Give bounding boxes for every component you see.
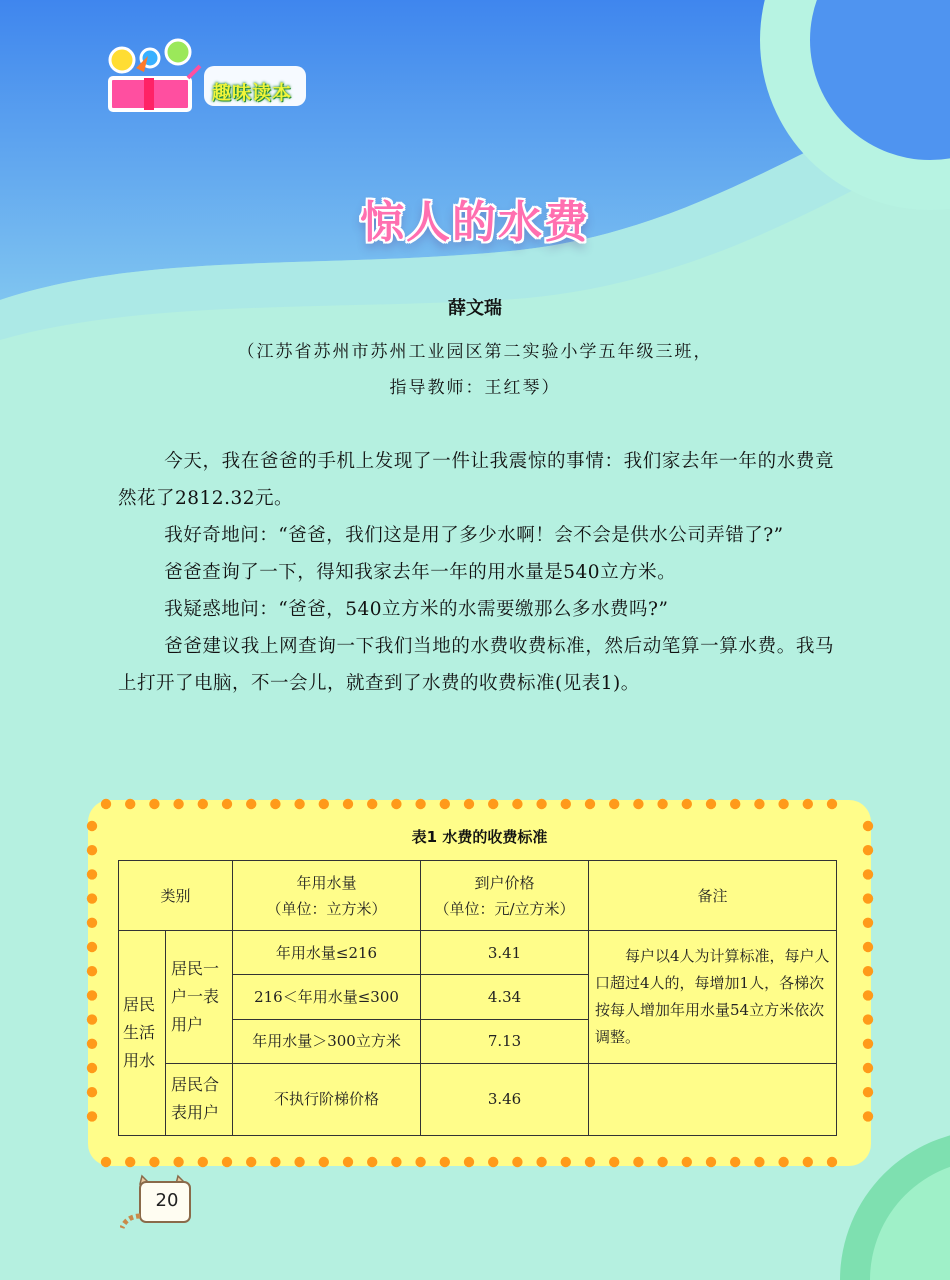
border-dot (863, 893, 873, 903)
border-dot (488, 1157, 498, 1167)
price-cell: 7.13 (421, 1019, 589, 1063)
subgroup-cell: 居民一户一表用户 (166, 931, 233, 1063)
border-dot (125, 799, 135, 809)
border-dot (87, 869, 97, 879)
header-usage-unit: （单位：立方米） (266, 899, 387, 918)
header-price (421, 861, 589, 931)
border-dot (512, 799, 522, 809)
border-dot (585, 1157, 595, 1167)
border-dot (87, 1087, 97, 1097)
border-dot (319, 799, 329, 809)
border-dot (87, 1014, 97, 1024)
border-dot (682, 799, 692, 809)
border-dot (222, 799, 232, 809)
border-dot (415, 1157, 425, 1167)
border-dot (246, 799, 256, 809)
price-cell: 3.41 (421, 931, 589, 975)
paragraph: 爸爸建议我上网查询一下我们当地的水费收费标准，然后动笔算一算水费。我马上打开了电脑，不一会儿，就查到了水费的收费标准(见表1)。 (118, 636, 834, 694)
subgroup-cell: 居民合表用户 (166, 1063, 233, 1135)
border-dot (633, 799, 643, 809)
usage-cell: 年用水量≤216 (233, 931, 421, 975)
border-dot (827, 799, 837, 809)
usage-cell: 年用水量＞300立方米 (233, 1019, 421, 1063)
border-dot (87, 966, 97, 976)
affiliation-line: 指导教师：王红琴） (389, 378, 561, 398)
border-dot (367, 1157, 377, 1167)
border-dot (706, 799, 716, 809)
border-dot (87, 918, 97, 928)
border-dot (367, 799, 377, 809)
header-usage (233, 861, 421, 931)
header-category: 类别 (119, 861, 233, 931)
table-header-row (119, 861, 837, 931)
border-dot (125, 1157, 135, 1167)
remark-cell-empty (589, 1063, 837, 1135)
border-dot (87, 942, 97, 952)
article-body (118, 443, 834, 702)
border-dot (246, 1157, 256, 1167)
border-dot (343, 799, 353, 809)
price-cell: 3.46 (421, 1063, 589, 1135)
border-dot (706, 1157, 716, 1167)
border-dot (415, 799, 425, 809)
border-dot (87, 1039, 97, 1049)
paragraph: 我疑惑地问：“爸爸，540立方米的水需要缴那么多水费吗?” (164, 599, 669, 620)
border-dot (101, 799, 111, 809)
border-dot (149, 799, 159, 809)
table-row (119, 1063, 837, 1135)
border-dot (173, 1157, 183, 1167)
border-dot (87, 990, 97, 1000)
border-dot (561, 1157, 571, 1167)
border-dot (440, 799, 450, 809)
border-dot (391, 799, 401, 809)
border-dot (863, 1014, 873, 1024)
author-name: 薛文瑞 (448, 298, 502, 319)
border-dot (633, 1157, 643, 1167)
border-dot (440, 1157, 450, 1167)
border-dot (87, 1111, 97, 1121)
border-dot (198, 799, 208, 809)
border-dot (149, 1157, 159, 1167)
border-dot (536, 799, 546, 809)
border-dot (222, 1157, 232, 1167)
border-dot (863, 990, 873, 1000)
border-dot (863, 966, 873, 976)
border-dot (464, 1157, 474, 1167)
border-dot (536, 1157, 546, 1167)
table-row (119, 931, 837, 975)
border-dot (294, 1157, 304, 1167)
page-title: 惊人的水费 (360, 197, 590, 248)
border-dot (585, 799, 595, 809)
border-dot (294, 799, 304, 809)
border-dot (863, 918, 873, 928)
border-dot (561, 799, 571, 809)
border-dot (863, 1111, 873, 1121)
paragraph: 今天，我在爸爸的手机上发现了一件让我震惊的事情：我们家去年一年的水费竟然花了2812.32元。 (118, 451, 834, 509)
border-dot (682, 1157, 692, 1167)
border-dot (609, 799, 619, 809)
border-dot (198, 1157, 208, 1167)
border-dot (609, 1157, 619, 1167)
border-dot (863, 869, 873, 879)
border-dot (863, 1063, 873, 1073)
water-fee-table (118, 860, 837, 1136)
paragraph: 爸爸查询了一下，得知我家去年一年的用水量是540立方米。 (164, 562, 677, 583)
border-dot (863, 1087, 873, 1097)
border-dot (270, 799, 280, 809)
border-dot (778, 799, 788, 809)
border-dot (488, 799, 498, 809)
border-dot (754, 1157, 764, 1167)
border-dot (754, 799, 764, 809)
border-dot (863, 942, 873, 952)
border-dot (657, 799, 667, 809)
usage-cell: 216＜年用水量≤300 (233, 975, 421, 1019)
border-dot (391, 1157, 401, 1167)
affiliation-line: （江苏省苏州市苏州工业园区第二实验小学五年级三班， (237, 342, 713, 362)
border-dot (270, 1157, 280, 1167)
border-dot (512, 1157, 522, 1167)
border-dot (730, 799, 740, 809)
border-dot (173, 799, 183, 809)
border-dot (101, 1157, 111, 1167)
header-price-unit: （单位：元/立方米） (434, 899, 575, 918)
remark-cell: 每户以4人为计算标准，每户人口超过4人的，每增加1人，各梯次按每人增加年用水量54立方米依次调整。 (589, 931, 837, 1063)
paragraph: 我好奇地问：“爸爸，我们这是用了多少水啊！会不会是供水公司弄错了?” (164, 525, 784, 546)
header-price-label: 到户价格 (474, 873, 535, 892)
border-dot (657, 1157, 667, 1167)
section-label: 趣味读本 (212, 82, 293, 104)
border-dot (863, 1039, 873, 1049)
border-dot (87, 1063, 97, 1073)
border-dot (778, 1157, 788, 1167)
border-dot (319, 1157, 329, 1167)
page-number: 20 (155, 1190, 179, 1211)
header-remarks: 备注 (589, 861, 837, 931)
group-cell: 居民生活用水 (119, 931, 166, 1136)
border-dot (464, 799, 474, 809)
table-caption: 表1 水费的收费标准 (411, 828, 548, 846)
border-dot (827, 1157, 837, 1167)
border-dot (87, 893, 97, 903)
border-dot (343, 1157, 353, 1167)
border-dot (803, 799, 813, 809)
border-dot (803, 1157, 813, 1167)
usage-cell: 不执行阶梯价格 (233, 1063, 421, 1135)
price-cell: 4.34 (421, 975, 589, 1019)
header-usage-label: 年用水量 (296, 873, 357, 892)
border-dot (730, 1157, 740, 1167)
